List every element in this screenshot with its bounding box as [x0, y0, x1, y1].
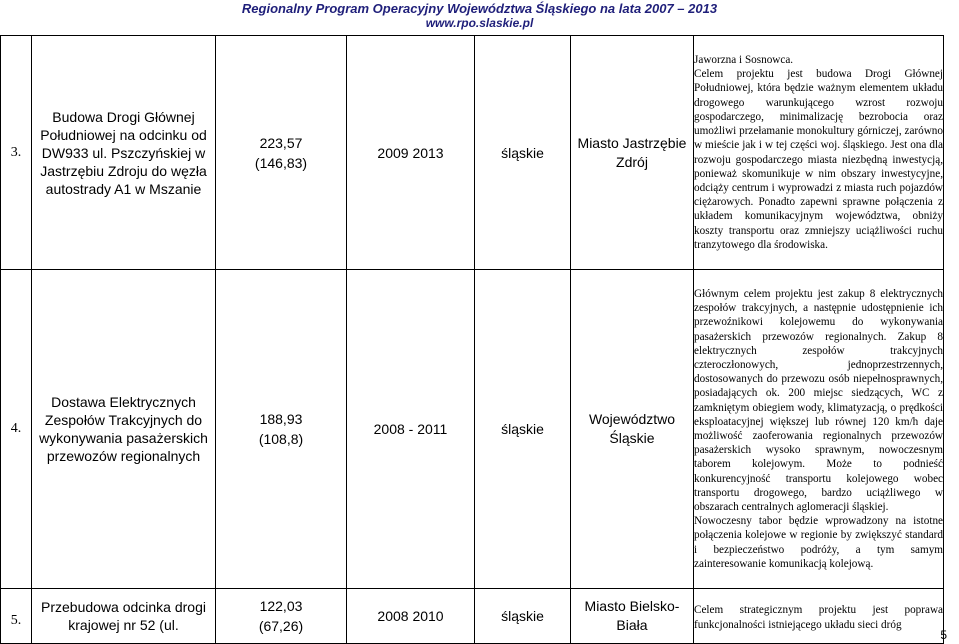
project-place: Miasto Jastrzębie Zdrój	[571, 36, 694, 270]
project-cost	[216, 36, 347, 270]
project-region: śląskie	[475, 589, 571, 644]
description-paragraph: Głównym celem projektu jest zakup 8 elektrycznych zespołów trakcyjnych, a następnie udostępnienie ich przewoźnikowi kolejowemu do wykonywania pasażerskich przewozów regionalnych. Zakup 8 elektrycznych zespołów trakcyjnych czteroczłonowych, jednoprzestrzennych, dostosowanych do przewozu osób niepełnosprawnych, posiadających ok. 200 miejsc siedzących, WC z zamkniętym obiegiem wody, klimatyzacją, o prędkości eksploatacyjnej większej lub równej 120 km/h daje możliwość zaoferowania regionalnych przewozów pasażerskich wysoko sprawnym, nowoczesnym taborem kolejowym. Może to podnieść konkurencyjność transportu kolejowego wobec transportu drogowego, bardzo uciążliwego w obszarach centralnych aglomeracji śląskiej.	[694, 287, 943, 514]
row-number: 5.	[1, 589, 32, 644]
cost-total: 223,57	[259, 134, 303, 151]
project-years: 2008 2010	[347, 589, 475, 644]
cost-funding: (108,8)	[258, 431, 304, 447]
project-years: 2008 - 2011	[347, 270, 475, 589]
header-title: Regionalny Program Operacyjny Województwa Śląskiego na lata 2007 – 2013	[241, 1, 718, 16]
cost-total: 188,93	[259, 411, 303, 427]
row-number: 4.	[1, 270, 32, 589]
cost-funding: (146,83)	[254, 154, 308, 171]
project-description	[694, 589, 944, 644]
page-number: 5	[940, 628, 947, 642]
project-years: 2009 2013	[347, 36, 475, 270]
description-paragraph: Celem strategicznym projektu jest poprawa funkcjonalności istniejącego układu sieci dróg	[694, 604, 943, 631]
table-row	[1, 270, 944, 589]
description-paragraph: Nowoczesny tabor będzie wprowadzony na istotne połączenia kolejowe w regionie by zwiększyć standard i bezpieczeństwo podróży, a tym samym zainteresowanie komunikacją kolejową.	[694, 515, 943, 570]
table-row	[1, 36, 944, 270]
project-place: Miasto Bielsko-Biała	[571, 589, 694, 644]
project-region: śląskie	[475, 270, 571, 589]
project-name: Dostawa Elektrycznych Zespołów Trakcyjnych do wykonywania pasażerskich przewozów regionalnych	[32, 270, 216, 589]
project-cost	[216, 589, 347, 644]
project-region: śląskie	[475, 36, 571, 270]
row-number: 3.	[1, 36, 32, 270]
project-place: Województwo Śląskie	[571, 270, 694, 589]
cost-total: 122,03	[259, 598, 303, 614]
projects-table	[0, 35, 944, 644]
description-paragraph: Jaworzna i Sosnowca.	[694, 54, 794, 67]
project-cost	[216, 270, 347, 589]
project-name: Budowa Drogi Głównej Południowej na odcinku od DW933 ul. Pszczyńskiej w Jastrzębiu Zdroju do węzła autostrady A1 w Mszanie	[32, 36, 216, 270]
project-description	[694, 36, 944, 270]
table-row	[1, 589, 944, 644]
description-paragraph: Celem projektu jest budowa Drogi Głównej Południowej, która będzie ważnym elementem układu drogowego warunkującego wzrost rozwoju gospodarczego, minimalizację bezrobocia oraz umożliwi przełamanie monokultury górniczej, zarówno w mieście jak i w tej części woj. śląskiego. Jest ona dla rozwoju gospodarczego miasta niezbędną inwestycją, ponieważ skomunikuje w nim obszary inwestycyjne, odciąży centrum i wyprowadzi z miasta ruch pojazdów ciężarowych. Ponadto zapewni sprawne połączenia z układem komunikacyjnym województwa, obniży koszty transportu oraz zmniejszy uciążliwości ruchu tranzytowego dla środowiska.	[694, 68, 943, 251]
project-description	[694, 270, 944, 589]
header-url: www.rpo.slaskie.pl	[425, 16, 534, 30]
project-name: Przebudowa odcinka drogi krajowej nr 52 (ul.	[32, 589, 216, 644]
cost-funding: (67,26)	[258, 618, 304, 634]
